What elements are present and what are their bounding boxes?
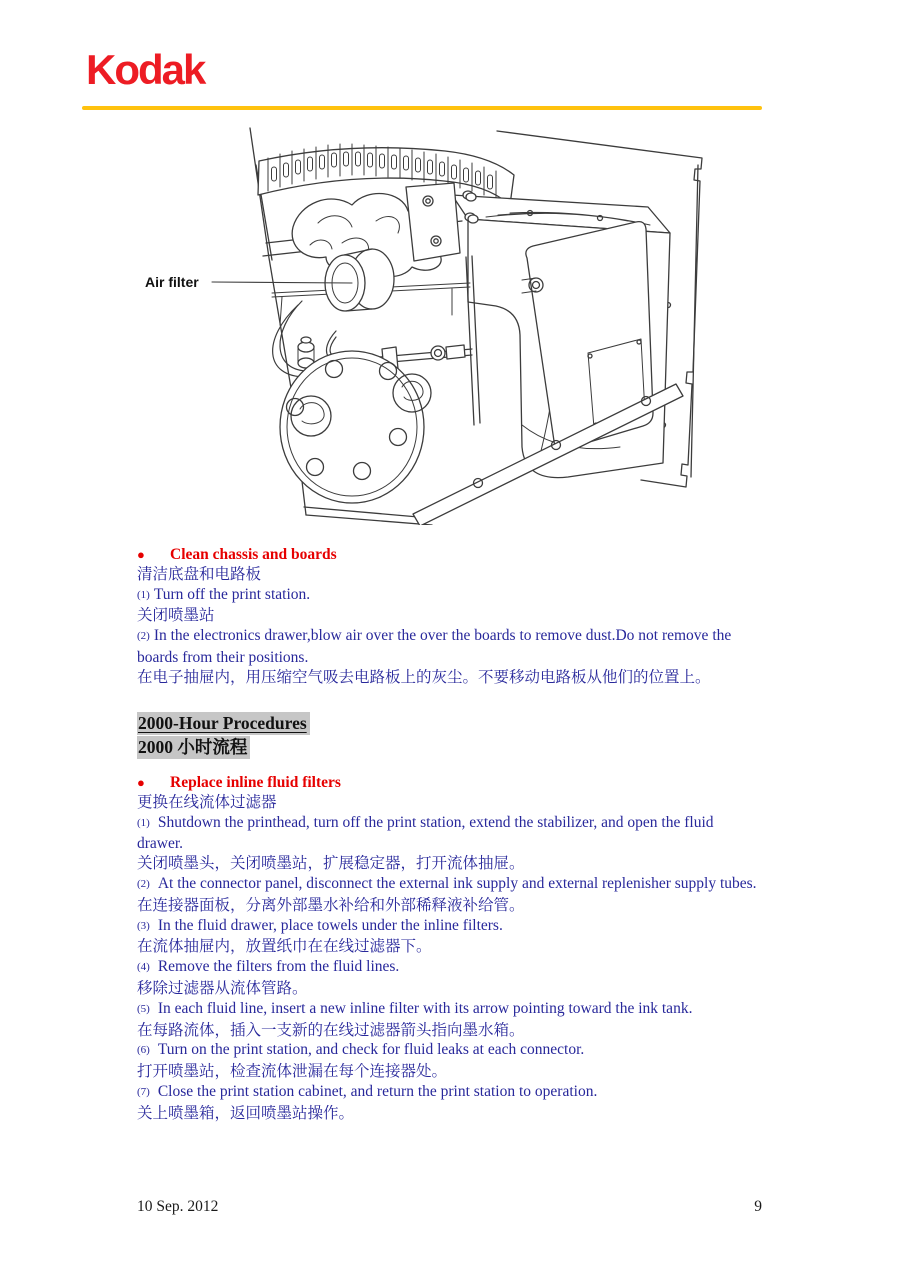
step-text-en: Close the print station cabinet, and return the print station to operation. xyxy=(157,1082,598,1100)
step-text-en: Turn on the print station, and check for fluid leaks at each connector. xyxy=(157,1041,585,1059)
step-number: (1) xyxy=(137,816,150,829)
section-title-zh: 清洁底盘和电路板 xyxy=(137,565,262,583)
step-text-en: In each fluid line, insert a new inline filter with its arrow pointing toward the ink tank. xyxy=(157,999,693,1017)
step-number: (6) xyxy=(137,1044,150,1057)
step-number: (3) xyxy=(137,919,150,932)
step xyxy=(137,1082,763,1124)
footer-date: 10 Sep. 2012 xyxy=(137,1198,219,1215)
step-text-en: In the fluid drawer, place towels under the inline filters. xyxy=(157,916,503,934)
step-text-zh: 打开喷墨站，检查流体泄漏在每个连接器处。 xyxy=(137,1063,448,1081)
heading-2000-zh: 2000 小时流程 xyxy=(137,736,250,759)
step-text-zh: 关闭喷墨头，关闭喷墨站，扩展稳定器，打开流体抽屉。 xyxy=(137,855,525,873)
step-text-zh: 在每路流体，插入一支新的在线过滤器箭头指向墨水箱。 xyxy=(137,1021,525,1039)
bullet-icon: ● xyxy=(137,775,145,790)
step-number: (7) xyxy=(137,1085,150,1098)
step xyxy=(137,1040,763,1082)
step-number: (1) xyxy=(137,588,150,601)
section-replace-filters xyxy=(137,773,763,1124)
footer-page-number: 9 xyxy=(754,1198,762,1215)
step xyxy=(137,626,763,687)
pump-plate xyxy=(280,351,424,503)
step-text-zh: 在电子抽屉内，用压缩空气吸去电路板上的灰尘。不要移动电路板从他们的位置上。 xyxy=(137,668,711,686)
step xyxy=(137,916,763,958)
air-filter-figure xyxy=(0,125,900,525)
step-text-zh: 关闭喷墨站 xyxy=(137,607,215,625)
heading-2000-hour xyxy=(137,712,310,760)
step-text-en: Turn off the print station. xyxy=(153,585,311,603)
step-number: (4) xyxy=(137,961,150,974)
bracket xyxy=(406,183,460,261)
step-text-en: Shutdown the printhead, turn off the print station, extend the stabilizer, and open the fluid drawer. xyxy=(137,813,714,853)
step xyxy=(137,957,763,999)
kodak-logo: Kodak xyxy=(86,46,205,93)
section-title: Clean chassis and boards xyxy=(170,546,337,563)
step-text-en: In the electronics drawer,blow air over the over the boards to remove dust.Do not remove the boards from their positions. xyxy=(137,627,732,666)
step xyxy=(137,813,763,874)
step-text-zh: 在连接器面板，分离外部墨水补给和外部稀释液补给管。 xyxy=(137,896,525,914)
bullet-icon: ● xyxy=(137,547,145,562)
step-text-zh: 移除过滤器从流体管路。 xyxy=(137,979,308,997)
step-text-zh: 关上喷墨箱，返回喷墨站操作。 xyxy=(137,1104,355,1122)
step xyxy=(137,999,763,1041)
print-station-diagram xyxy=(0,125,900,525)
heading-2000-en: 2000-Hour Procedures xyxy=(137,712,310,735)
step-text-en: At the connector panel, disconnect the external ink supply and external replenisher supply tubes. xyxy=(157,874,757,892)
step xyxy=(137,874,763,916)
header-rule xyxy=(82,106,762,110)
air-filter-label: Air filter xyxy=(145,274,199,290)
step-number: (2) xyxy=(137,877,150,890)
step-number: (5) xyxy=(137,1002,150,1015)
page-footer xyxy=(137,1198,762,1216)
step-text-zh: 在流体抽屉内，放置纸巾在在线过滤器下。 xyxy=(137,938,432,956)
section-title: Replace inline fluid filters xyxy=(170,774,341,791)
step-number: (2) xyxy=(137,630,150,643)
section-clean-chassis xyxy=(137,545,763,688)
step xyxy=(137,585,763,627)
step-text-en: Remove the filters from the fluid lines. xyxy=(157,958,400,976)
section-title-zh: 更换在线流体过滤器 xyxy=(137,793,277,811)
